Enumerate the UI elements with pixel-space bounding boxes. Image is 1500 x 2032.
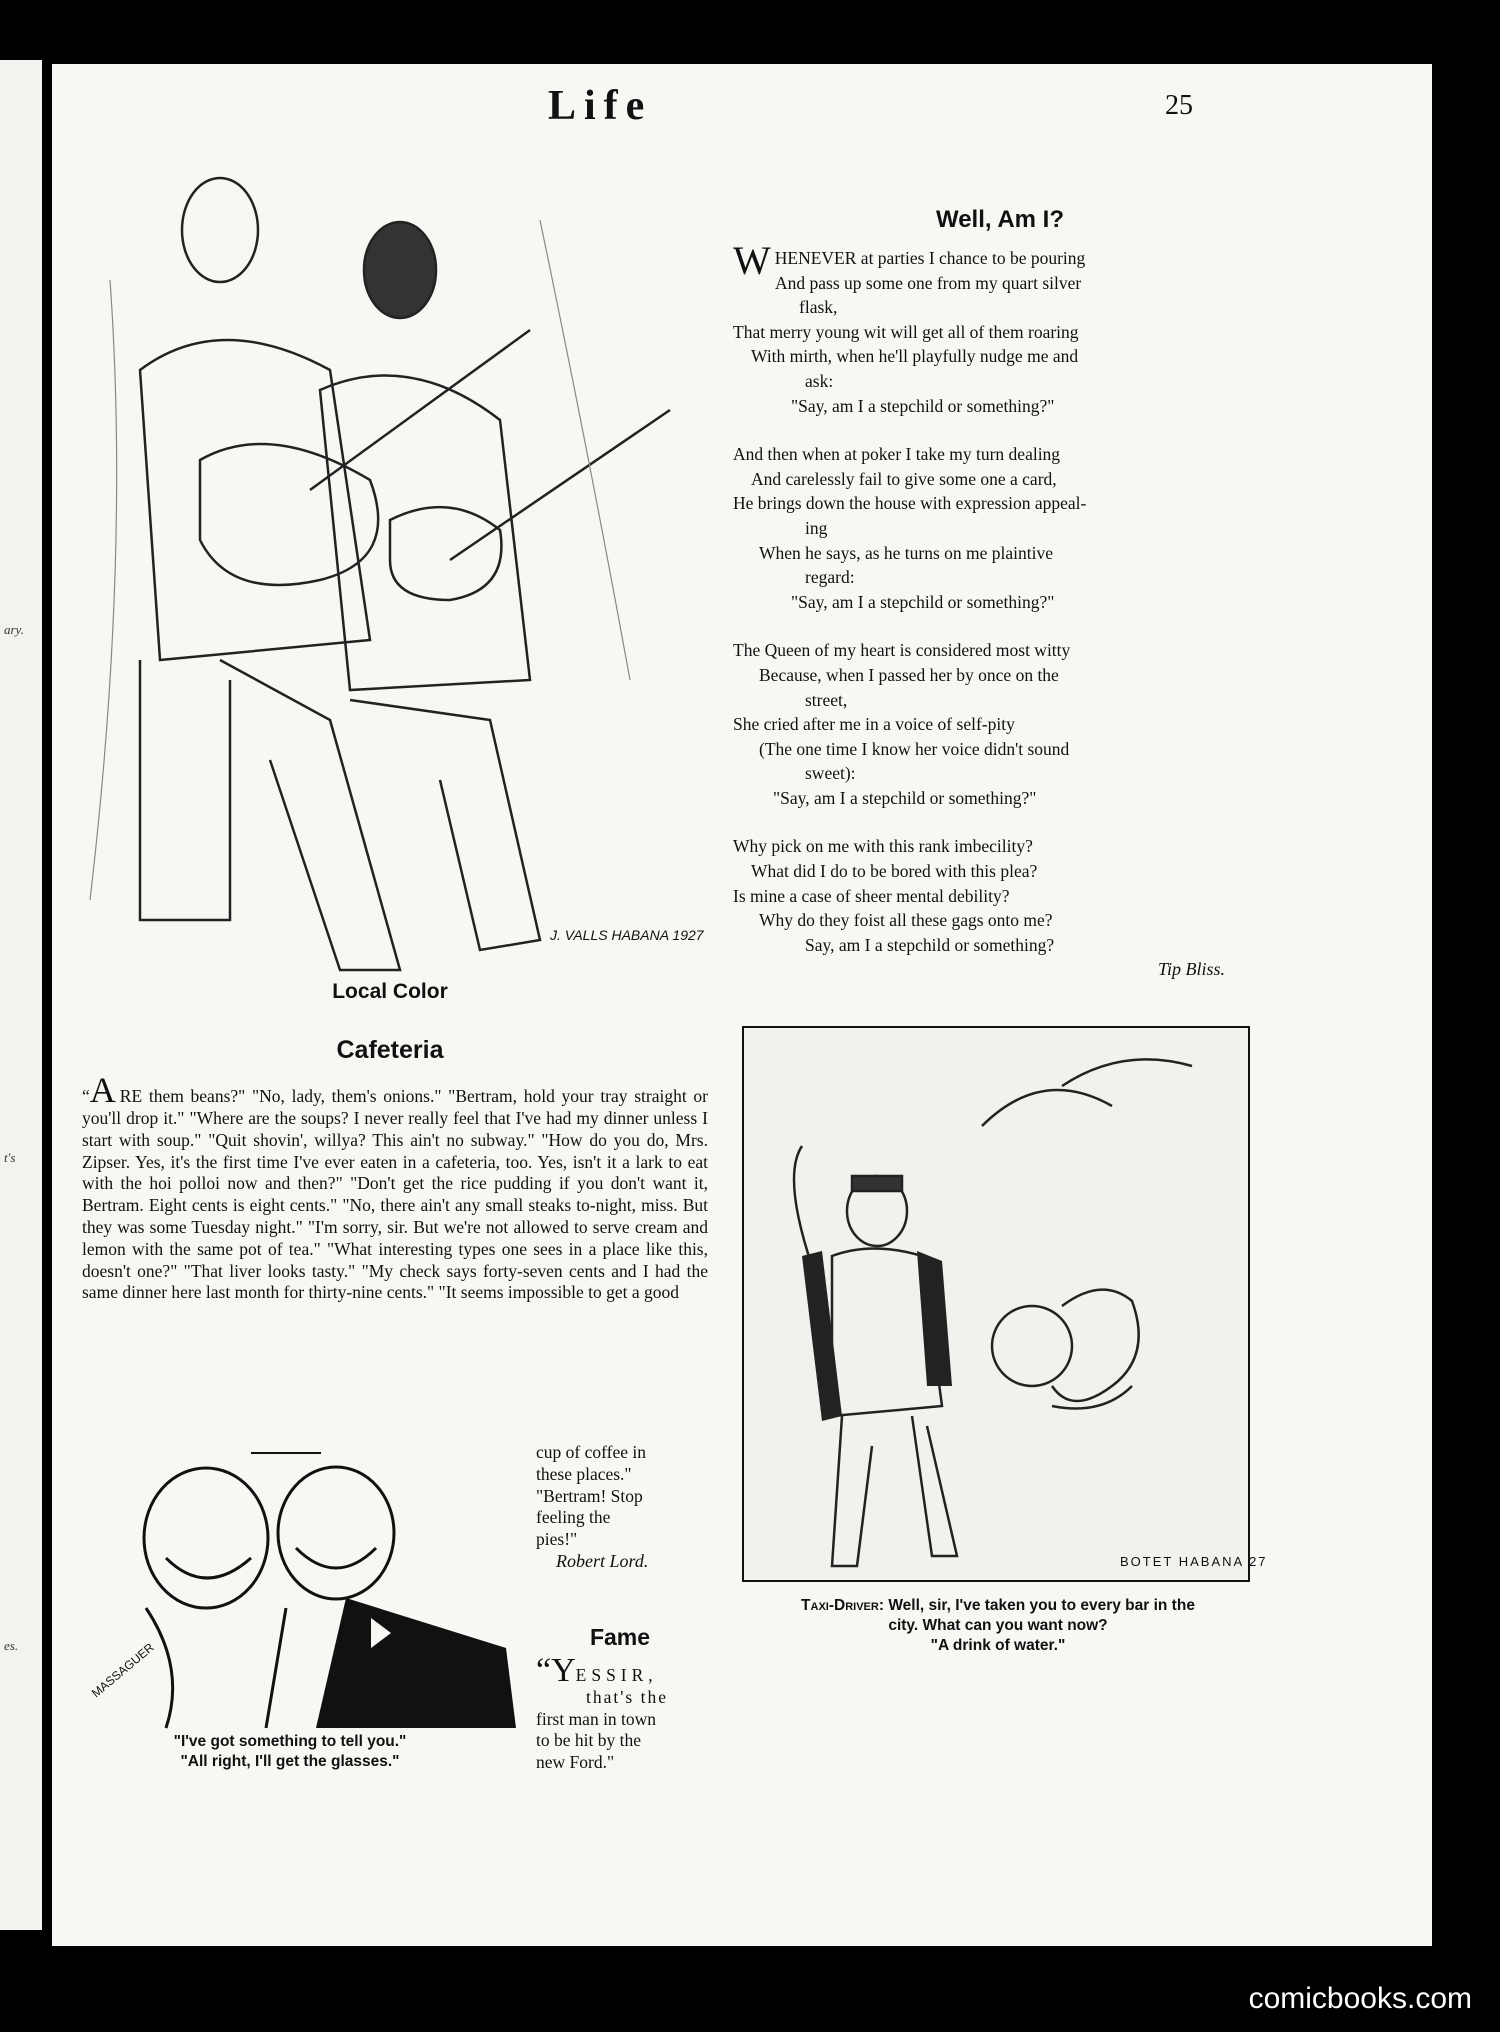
taxi-caption-lead: Taxi-Driver: — [801, 1597, 884, 1614]
poem-title: Well, Am I? — [935, 206, 1064, 233]
poem-line: ing — [805, 517, 828, 538]
poem-line: Say, am I a stepchild or something? — [805, 934, 1055, 955]
taxi-caption-line: Well, sir, I've taken you to every bar in the — [888, 1597, 1195, 1614]
massaguer-cartoon — [86, 1448, 526, 1728]
taxi-caption — [738, 1596, 1258, 1656]
taxi-signature: BOTET HABANA 27 — [1120, 1554, 1268, 1569]
massaguer-caption-line: "All right, I'll get the glasses." — [180, 1753, 400, 1770]
masthead: Life — [548, 83, 653, 129]
taxi-driver-cartoon — [742, 1026, 1268, 1582]
poem-stanza-3 — [733, 638, 1253, 810]
local-color-illustration — [70, 160, 720, 990]
adjacent-page-strip — [0, 60, 42, 1930]
cafeteria-tail — [536, 1442, 708, 1573]
poem-line: That merry young wit will get all of them roaring — [733, 321, 1079, 342]
poem-line: (The one time I know her voice didn't sound — [759, 738, 1070, 759]
cafeteria-title: Cafeteria — [336, 1036, 444, 1064]
strip-fragment-3: es. — [4, 1638, 19, 1653]
poem-line: "Say, am I a stepchild or something?" — [773, 787, 1037, 808]
cafeteria-text — [82, 1072, 708, 1304]
cafeteria-tail-line: pies!" — [536, 1529, 578, 1550]
poem-line: And pass up some one from my quart silver — [775, 272, 1082, 293]
local-color-signature: J. VALLS HABANA 1927 — [550, 927, 704, 943]
poem-stanza-1 — [733, 238, 1253, 418]
poem-line: When he says, as he turns on me plaintive — [759, 542, 1054, 563]
cafeteria-author: Robert Lord. — [556, 1550, 649, 1571]
poem-line: And then when at poker I take my turn dealing — [733, 444, 1061, 465]
cafeteria-dropcap: A — [89, 1070, 116, 1110]
massaguer-signature: MASSAGUER — [88, 1640, 157, 1701]
fame-line: that's the — [586, 1686, 668, 1707]
poem-line: regard: — [805, 567, 855, 588]
massaguer-caption — [120, 1732, 460, 1772]
poem-line: He brings down the house with expression appeal- — [733, 493, 1087, 514]
cafeteria-body: RE them beans?" "No, lady, them's onions." "Bertram, hold your tray straight or you'll drop it." "Where are the soups? I never really feel that I've had my dinner unless I start with soup." "Quit shovin', willya? This ain't no subway." "How do you do, Mrs. Zipser. Yes, it's the first time I've ever eaten in a cafeteria, too. Yes, isn't it a lark to eat with the hoi polloi now and then?" "Don't get the rice pudding if you don't want it, Bertram. Eight cents is eight cents." "No, there ain't any small steaks to-night, miss. But they was some Tuesday night." "I'm sorry, sir. But we're not allowed to serve cream and lemon with the same pot of tea." "What interesting types one sees in a place like this, doesn't one?" "That liver looks tasty." "My check says forty-seven cents and I had the same dinner here last month for thirty-nine cents." "It seems impossible to get a good — [82, 1086, 708, 1303]
fame-line: new Ford." — [536, 1752, 615, 1773]
poem-line: sweet): — [805, 763, 856, 784]
poem-line: What did I do to be bored with this plea? — [751, 861, 1038, 882]
poem-line: Why do they foist all these gags onto me? — [759, 910, 1053, 931]
strip-fragment-2: t's — [4, 1150, 16, 1165]
taxi-caption-line: "A drink of water." — [930, 1637, 1066, 1654]
fame-line: ESSIR, — [575, 1665, 658, 1685]
taxi-caption-line: city. What can you want now? — [888, 1617, 1108, 1634]
fame-line: to be hit by the — [536, 1730, 641, 1751]
fame-text — [536, 1652, 708, 1774]
poem-line: And carelessly fail to give some one a card, — [751, 468, 1057, 489]
massaguer-caption-line: "I've got something to tell you." — [173, 1733, 407, 1750]
poem-line: HENEVER at parties I chance to be pouring — [774, 248, 1086, 268]
poem-line: flask, — [799, 297, 838, 318]
strip-fragment-1: ary. — [4, 622, 24, 637]
poem-line: Because, when I passed her by once on the — [759, 664, 1059, 685]
poem-line: "Say, am I a stepchild or something?" — [791, 395, 1055, 416]
cafeteria-tail-line: feeling the — [536, 1507, 611, 1528]
poem-line: street, — [805, 689, 848, 710]
poem-body — [733, 238, 1253, 982]
poem-line: With mirth, when he'll playfully nudge me and — [751, 346, 1079, 367]
poem-line: "Say, am I a stepchild or something?" — [791, 591, 1055, 612]
poem-line: ask: — [805, 370, 834, 391]
poem-line: She cried after me in a voice of self-pity — [733, 714, 1015, 735]
poem-line: The Queen of my heart is considered most witty — [733, 640, 1071, 661]
cafeteria-tail-line: "Bertram! Stop — [536, 1485, 643, 1506]
fame-title: Fame — [589, 1624, 651, 1650]
cafeteria-open-quote: “ — [82, 1086, 90, 1106]
page-number: 25 — [1165, 90, 1193, 121]
poem-stanza-2 — [733, 442, 1253, 614]
poem-line: Is mine a case of sheer mental debility? — [733, 885, 1010, 906]
source-watermark: comicbooks.com — [1248, 1982, 1472, 2015]
local-color-caption: Local Color — [332, 980, 448, 1003]
poem-line: Why pick on me with this rank imbecility? — [733, 836, 1033, 857]
cafeteria-tail-line: cup of coffee in — [536, 1442, 646, 1462]
fame-line: first man in town — [536, 1708, 657, 1729]
poem-stanza-4 — [733, 834, 1253, 957]
cafeteria-tail-line: these places." — [536, 1463, 632, 1484]
poem-dropcap: W — [733, 238, 771, 283]
poem-author: Tip Bliss. — [1157, 959, 1225, 980]
fame-dropcap: “Y — [536, 1652, 576, 1689]
